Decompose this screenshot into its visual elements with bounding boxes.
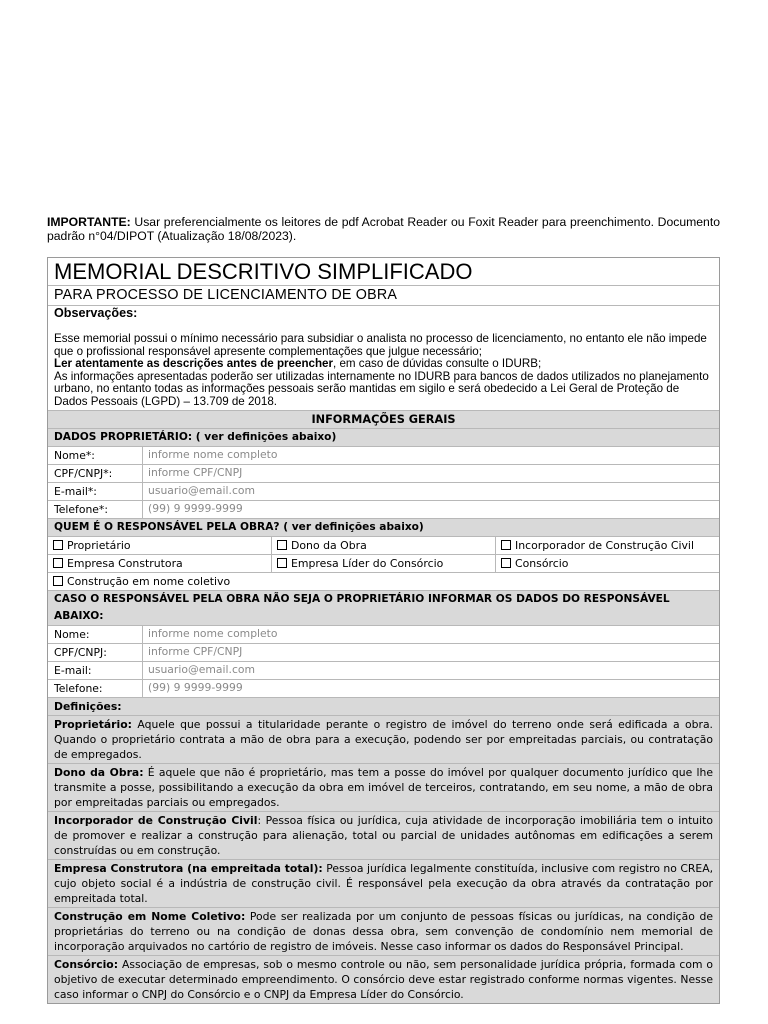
definition-text: : Pessoa física ou jurídica, cuja atividade de incorporação imobiliária tem o intuito de promover e realizar a construção para alienação, total ou parcial de unidades autônomas em edificações a serem construídas ou em construção. (54, 814, 713, 857)
definition-text: Associação de empresas, sob o mesmo controle ou não, sem personalidade jurídica própria, formada com o objetivo de executar determinado empreendimento. O consórcio deve estar registrado conforme normas vigentes. Nesse caso informar o CNPJ do Consórcio e o CNPJ da Empresa Líder do Consórcio. (54, 958, 713, 1001)
responsible-options-row-3 (48, 572, 719, 590)
resp-email-label: E-mail: (48, 662, 143, 679)
definition-term: Consórcio: (54, 958, 119, 971)
definition-text: Pode ser realizada por um conjunto de pessoas físicas ou jurídicas, na condição de proprietárias do terreno ou na condição de donas dessa obra, sem convenção de condomínio nem memorial de incorporação arquivados no cartório de registro de imóveis. Nesse caso informar os dados do Responsável Principal. (54, 910, 713, 953)
definition-incorporador (48, 811, 719, 859)
definition-term: Incorporador de Construção Civil (54, 814, 258, 827)
memorial-form (47, 257, 720, 1004)
resp-phone-label: Telefone: (48, 680, 143, 697)
option-label: Incorporador de Construção Civil (515, 539, 694, 552)
observation-paragraph-3: As informações apresentadas poderão ser utilizadas internamente no IDURB para bancos de dados utilizados no planejamento urbano, no entanto todas as informações pessoais serão mantidas em sigilo e será obedecido a Lei Geral de Proteção de Dados Pessoais (LGPD) – 13.709 de 2018. (54, 369, 709, 408)
option-label: Consórcio (515, 557, 569, 570)
owner-name-row (48, 446, 719, 464)
option-label: Construção em nome coletivo (67, 575, 231, 588)
definition-term: Construção em Nome Coletivo: (54, 910, 246, 923)
important-label: IMPORTANTE: (47, 215, 131, 229)
observation-paragraph-1: Esse memorial possui o mínimo necessário para subsidiar o analista no processo de licenciamento, no entanto ele não impede que o profissional responsável apresente complementações que julgue necessário; (54, 332, 707, 358)
owner-data-heading: DADOS PROPRIETÁRIO: ( ver definições abaixo) (48, 428, 719, 446)
definition-text: É aquele que não é proprietário, mas tem a posse do imóvel por qualquer documento jurídico que lhe transmite a posse, possibilitando a execução da obra em imóvel de terceiros, contratando, em seu nome, a mão de obra por empreitadas parciais ou empregados. (54, 766, 714, 809)
important-text: Usar preferencialmente os leitores de pdf Acrobat Reader ou Foxit Reader para preenchimento. Documento padrão n°04/DIPOT (Atualização 18/08/2023). (47, 215, 720, 243)
option-label: Empresa Líder do Consórcio (291, 557, 444, 570)
responsible-options-row-1 (48, 536, 719, 554)
owner-cpf-input[interactable]: informe CPF/CNPJ (143, 465, 719, 482)
option-empresa-lider[interactable] (272, 555, 496, 572)
option-nome-coletivo[interactable] (48, 573, 719, 590)
resp-name-label: Nome: (48, 626, 143, 643)
form-title: MEMORIAL DESCRITIVO SIMPLIFICADO (48, 258, 719, 286)
checkbox-icon[interactable] (501, 558, 511, 568)
definition-proprietario (48, 715, 719, 763)
responsible-heading: QUEM É O RESPONSÁVEL PELA OBRA? ( ver definições abaixo) (48, 518, 719, 536)
checkbox-icon[interactable] (501, 540, 511, 550)
checkbox-icon[interactable] (53, 576, 63, 586)
option-empresa-construtora[interactable] (48, 555, 272, 572)
checkbox-icon[interactable] (53, 540, 63, 550)
option-dono-da-obra[interactable] (272, 537, 496, 554)
resp-name-input[interactable]: informe nome completo (143, 626, 719, 643)
owner-cpf-label: CPF/CNPJ*: (48, 465, 143, 482)
responsible-data-heading: CASO O RESPONSÁVEL PELA OBRA NÃO SEJA O PROPRIETÁRIO INFORMAR OS DADOS DO RESPONSÁVEL ABAIXO: (48, 590, 719, 625)
resp-phone-row (48, 679, 719, 697)
definition-text: Pessoa jurídica legalmente constituída, inclusive com registro no CREA, cujo objeto social é a indústria de construção civil. É responsável pela execução da obra através da contratação por empreitada total. (54, 862, 714, 905)
option-label: Empresa Construtora (67, 557, 183, 570)
definition-consorcio (48, 955, 719, 1003)
option-incorporador[interactable] (496, 537, 719, 554)
owner-phone-input[interactable]: (99) 9 9999-9999 (143, 501, 719, 518)
owner-name-label: Nome*: (48, 447, 143, 464)
option-proprietario[interactable] (48, 537, 272, 554)
resp-cpf-input[interactable]: informe CPF/CNPJ (143, 644, 719, 661)
definition-nome-coletivo (48, 907, 719, 955)
resp-email-row (48, 661, 719, 679)
definitions-heading-text: Definições: (54, 700, 122, 713)
resp-email-input[interactable]: usuario@email.com (143, 662, 719, 679)
definitions-heading (48, 697, 719, 715)
observations-block (48, 306, 719, 410)
observation-paragraph-2 (54, 358, 713, 371)
resp-name-row (48, 625, 719, 643)
observations-label: Observações: (54, 306, 138, 320)
definition-empresa-construtora (48, 859, 719, 907)
responsible-options-row-2 (48, 554, 719, 572)
owner-phone-row (48, 500, 719, 518)
owner-email-row (48, 482, 719, 500)
checkbox-icon[interactable] (277, 540, 287, 550)
observation-strong: Ler atentamente as descrições antes de preencher (54, 357, 334, 370)
observation-rest: , em caso de dúvidas consulte o IDURB; (333, 357, 542, 370)
important-notice (47, 215, 720, 243)
owner-email-label: E-mail*: (48, 483, 143, 500)
option-consorcio[interactable] (496, 555, 719, 572)
owner-cpf-row (48, 464, 719, 482)
general-info-title: INFORMAÇÕES GERAIS (48, 410, 719, 428)
owner-phone-label: Telefone*: (48, 501, 143, 518)
resp-phone-input[interactable]: (99) 9 9999-9999 (143, 680, 719, 697)
resp-cpf-row (48, 643, 719, 661)
definition-term: Proprietário: (54, 718, 132, 731)
form-subtitle: PARA PROCESSO DE LICENCIAMENTO DE OBRA (48, 286, 719, 306)
checkbox-icon[interactable] (53, 558, 63, 568)
definition-term: Empresa Construtora (na empreitada total): (54, 862, 323, 875)
owner-email-input[interactable]: usuario@email.com (143, 483, 719, 500)
definition-dono-da-obra (48, 763, 719, 811)
definition-term: Dono da Obra: (54, 766, 144, 779)
owner-name-input[interactable]: informe nome completo (143, 447, 719, 464)
definition-text: Aquele que possui a titularidade perante o registro de imóvel do terreno onde será edificada a obra. Quando o proprietário contrata a mão de obra para a execução, podendo ser por empreitadas parciais, ou contratação de empregados. (54, 718, 713, 761)
checkbox-icon[interactable] (277, 558, 287, 568)
resp-cpf-label: CPF/CNPJ: (48, 644, 143, 661)
option-label: Proprietário (67, 539, 131, 552)
option-label: Dono da Obra (291, 539, 367, 552)
